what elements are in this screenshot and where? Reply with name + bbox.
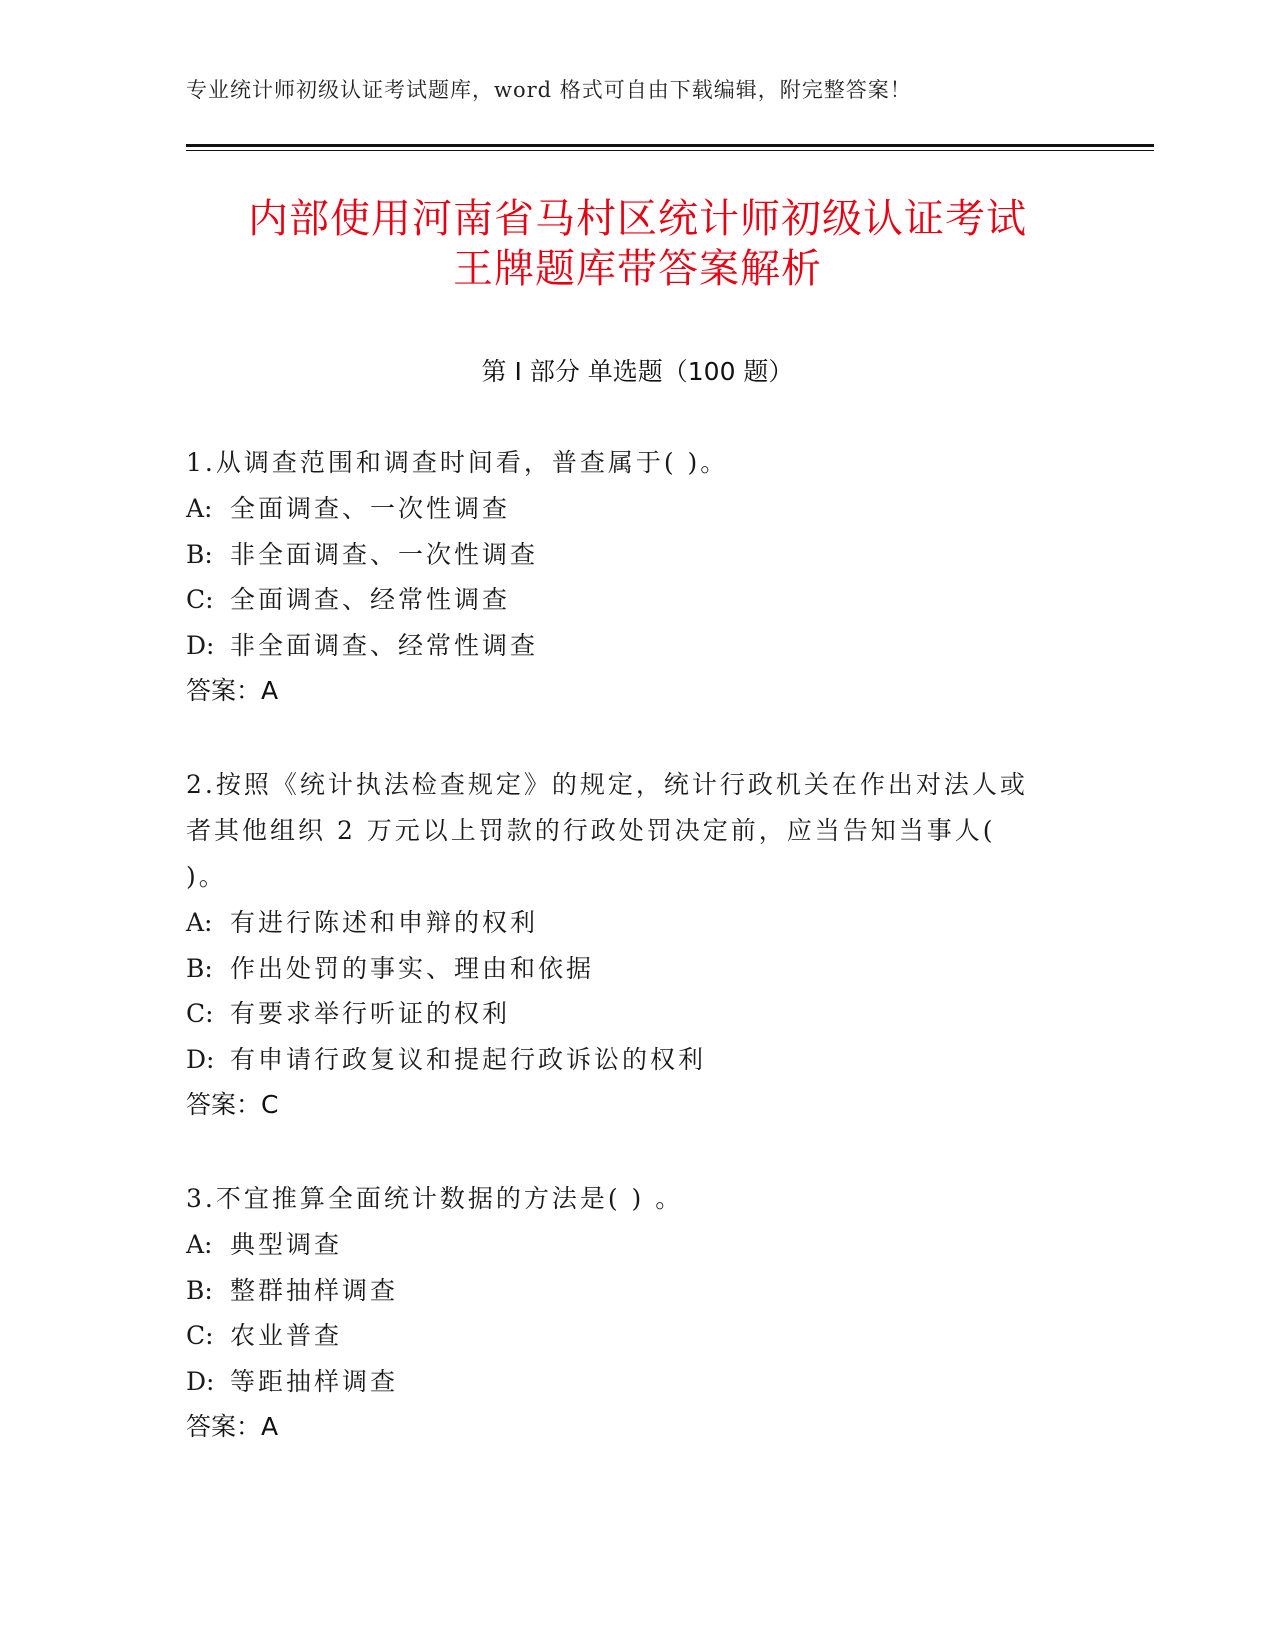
question-2	[186, 762, 1086, 1128]
question-option-c	[186, 577, 1086, 623]
question-stem-line: 2.按照《统计执法检查规定》的规定，统计行政机关在作出对法人或	[186, 770, 1028, 799]
option-text: 有申请行政复议和提起行政诉讼的权利	[230, 1044, 707, 1074]
question-option-d	[186, 1359, 1086, 1405]
option-key: B:	[186, 953, 213, 983]
option-key: A:	[186, 908, 213, 937]
option-key: B:	[186, 539, 213, 569]
document-title-line-1: 内部使用河南省马村区统计师初级认证考试	[248, 196, 1027, 242]
option-text: 等距抽样调查	[230, 1366, 399, 1396]
question-3	[186, 1176, 1086, 1450]
question-answer: 答案：A	[186, 1412, 279, 1441]
question-stem-line: )。	[186, 862, 227, 891]
question-option-c	[186, 991, 1086, 1037]
question-list	[186, 440, 1086, 1498]
question-option-b	[186, 532, 1086, 578]
question-1	[186, 440, 1086, 714]
option-text: 非全面调查、一次性调查	[230, 539, 539, 569]
question-option-b	[186, 946, 1086, 992]
option-text: 有要求举行听证的权利	[230, 999, 511, 1028]
option-text: 非全面调查、经常性调查	[230, 630, 539, 660]
option-text: 农业普查	[230, 1321, 343, 1350]
question-option-a	[186, 900, 1086, 946]
option-text: 作出处罚的事实、理由和依据	[230, 953, 595, 983]
question-stem-line: 3.不宜推算全面统计数据的方法是( ) 。	[186, 1184, 684, 1213]
option-text: 全面调查、经常性调查	[230, 585, 511, 614]
question-answer: 答案：C	[186, 1090, 279, 1119]
option-text: 全面调查、一次性调查	[230, 494, 511, 523]
question-option-a	[186, 486, 1086, 532]
header-rule-thin	[186, 150, 1154, 151]
option-key: C:	[186, 999, 214, 1028]
option-key: C:	[186, 585, 214, 614]
option-key: B:	[186, 1275, 213, 1305]
option-key: D:	[186, 630, 215, 660]
question-stem-line: 者其他组织 2 万元以上罚款的行政处罚决定前，应当告知当事人(	[186, 816, 996, 845]
option-key: D:	[186, 1366, 215, 1396]
question-option-d	[186, 1037, 1086, 1083]
question-stem-line: 1.从调查范围和调查时间看，普查属于( )。	[186, 448, 729, 477]
question-option-c	[186, 1313, 1086, 1359]
option-key: A:	[186, 1230, 213, 1259]
option-key: D:	[186, 1044, 215, 1074]
option-key: A:	[186, 494, 213, 523]
option-text: 典型调查	[230, 1230, 343, 1259]
header-rule-thick	[186, 144, 1154, 147]
section-heading: 第 I 部分 单选题（100 题）	[481, 357, 794, 386]
question-option-d	[186, 623, 1086, 669]
question-option-b	[186, 1268, 1086, 1314]
question-option-a	[186, 1222, 1086, 1268]
document-title-line-2: 王牌题库带答案解析	[453, 246, 822, 292]
option-text: 有进行陈述和申辩的权利	[230, 908, 539, 937]
option-key: C:	[186, 1321, 214, 1350]
question-answer: 答案：A	[186, 676, 279, 705]
header-note: 专业统计师初级认证考试题库，word 格式可自由下载编辑，附完整答案！	[186, 78, 912, 102]
document-title	[150, 194, 1125, 294]
option-text: 整群抽样调查	[230, 1275, 399, 1305]
